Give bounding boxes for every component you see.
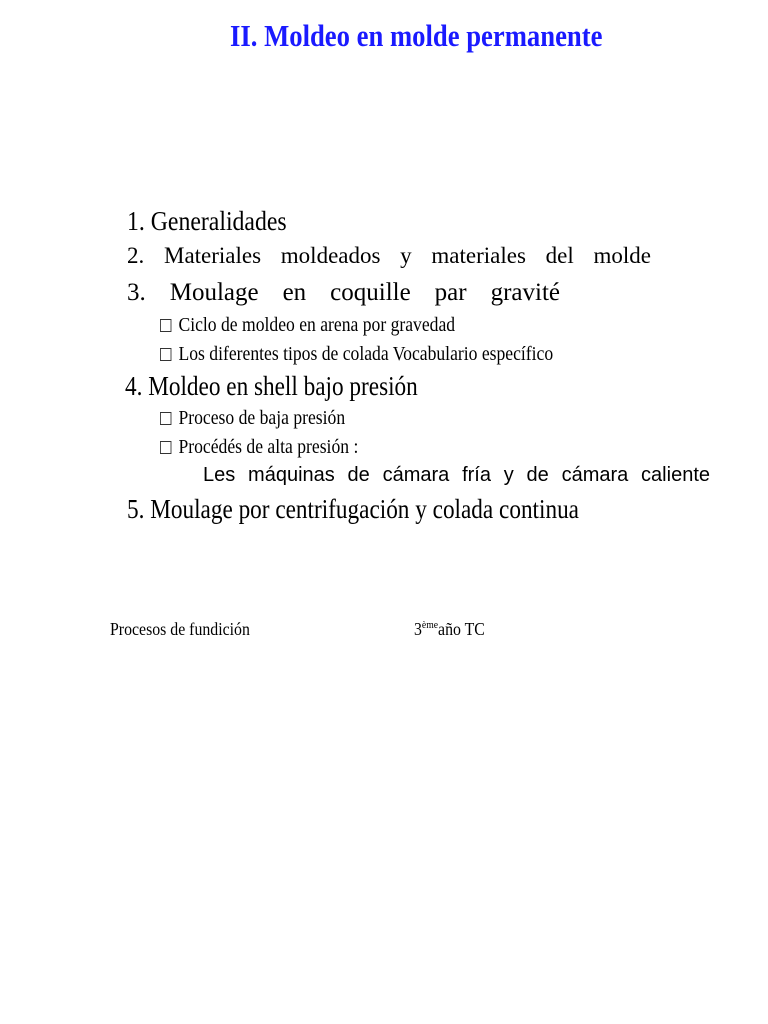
bullet-item [160, 408, 345, 428]
page-title: II. Moldeo en molde permanente [230, 18, 603, 53]
outline-item-4-detail: Les máquinas de cámara fría y de cámara caliente [203, 464, 710, 486]
outline-item-4: 4. Moldeo en shell bajo presión [125, 371, 418, 401]
checkbox-bullet-icon [160, 412, 171, 425]
footer-year-number: 3 [414, 619, 422, 639]
bullet-item [160, 437, 358, 457]
bullet-text: Los diferentes tipos de colada Vocabulario específico [178, 343, 554, 365]
checkbox-bullet-icon [160, 319, 171, 332]
checkbox-bullet-icon [160, 348, 171, 361]
footer-year [414, 620, 485, 638]
bullet-text: Proceso de baja presión [178, 407, 346, 429]
bullet-text: Ciclo de moldeo en arena por gravedad [178, 314, 456, 336]
bullet-text: Procédés de alta presión : [178, 436, 359, 458]
bullet-item [160, 344, 553, 364]
outline-item-1: 1. Generalidades [127, 206, 287, 236]
outline-item-5: 5. Moulage por centrifugación y colada continua [127, 494, 579, 524]
checkbox-bullet-icon [160, 441, 171, 454]
outline-item-2: 2. Materiales moldeados y materiales del molde [127, 243, 651, 268]
footer-year-superscript: ème [421, 619, 439, 631]
bullet-item [160, 315, 455, 335]
footer-year-text: año TC [438, 619, 485, 639]
footer-course: Procesos de fundición [110, 619, 250, 639]
outline-item-3: 3. Moulage en coquille par gravité [127, 279, 560, 306]
